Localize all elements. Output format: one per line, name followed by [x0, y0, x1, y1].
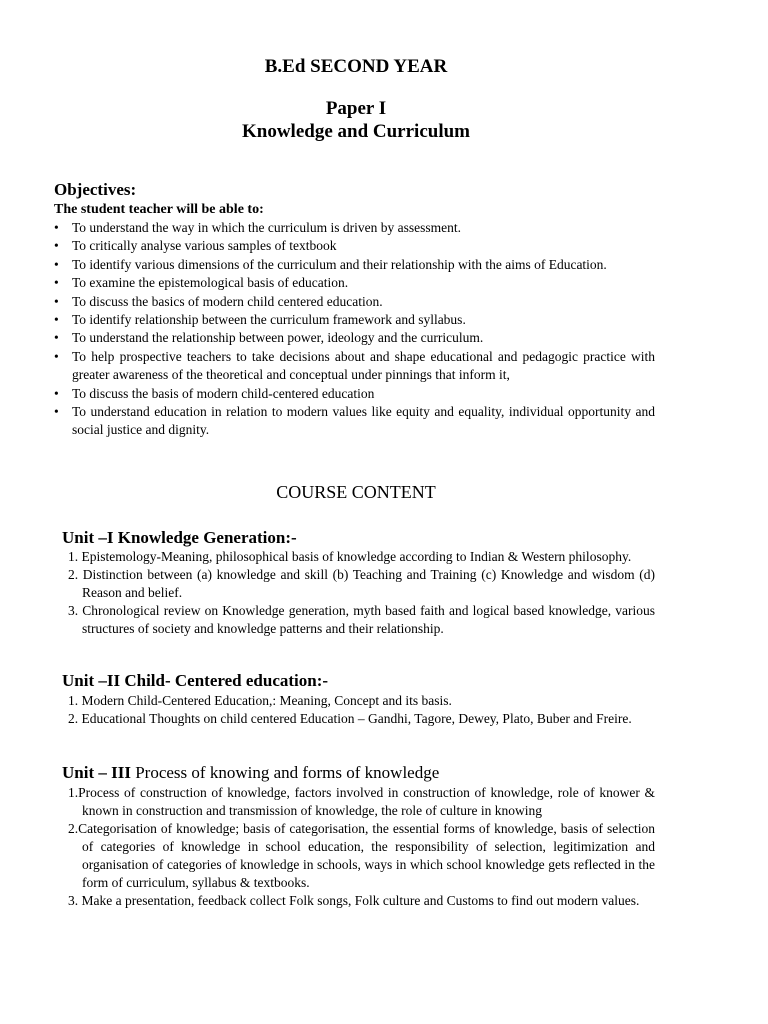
objective-item: • To discuss the basis of modern child-centered education [54, 385, 655, 403]
unit-item: 2. Educational Thoughts on child centered Education – Gandhi, Tagore, Dewey, Plato, Buber and Freire. [68, 711, 632, 726]
objective-item: • To discuss the basics of modern child centered education. [54, 293, 655, 311]
objectives-intro: The student teacher will be able to: [54, 202, 264, 217]
objectives-list [54, 219, 655, 440]
bullet-icon: • [54, 256, 59, 272]
unit-3-heading: Unit – III Process of knowing and forms of knowledge [62, 763, 440, 782]
unit-1-heading: Unit –I Knowledge Generation:- [62, 528, 297, 547]
objective-item: • To examine the epistemological basis of education. [54, 274, 655, 292]
bullet-icon: • [54, 293, 59, 309]
unit-2-list [62, 692, 655, 728]
objectives-heading: Objectives: [54, 180, 137, 199]
objective-item: • To help prospective teachers to take decisions about and shape educational and pedagogic practice with greater awareness of the theoretical and conceptual under pinnings that inform it, [54, 348, 655, 383]
objective-item: • To critically analyse various samples of textbook [54, 237, 655, 255]
bullet-icon: • [54, 238, 59, 254]
bullet-icon: • [54, 330, 59, 346]
unit-1-list [62, 548, 655, 638]
unit-2-heading: Unit –II Child- Centered education:- [62, 671, 329, 690]
course-content-heading: COURSE CONTENT [276, 482, 436, 502]
unit-item: 1. Modern Child-Centered Education,: Meaning, Concept and its basis. [68, 693, 452, 708]
unit-item: 2. Distinction between (a) knowledge and skill (b) Teaching and Training (c) Knowledge and wisdom (d) Reason and belief. [68, 567, 655, 600]
paper-title-heading: Knowledge and Curriculum [241, 121, 471, 142]
objective-item: • To understand the relationship between power, ideology and the curriculum. [54, 329, 655, 347]
bullet-icon: • [54, 385, 59, 401]
bullet-icon: • [54, 220, 59, 235]
course-year-heading: B.Ed SECOND YEAR [264, 56, 448, 77]
unit-item: 3. Make a presentation, feedback collect Folk songs, Folk culture and Customs to find out modern values. [68, 893, 640, 908]
objective-item: • To identify relationship between the curriculum framework and syllabus. [54, 311, 655, 329]
unit-item: 2.Categorisation of knowledge; basis of categorisation, the essential forms of knowledge, basis of selection of categories of knowledge in school education, the responsibility of selection, legitimization and organisation of categories of knowledge in schools, ways in which school knowledge gets reflected in the form of curriculum, syllabus & textbooks. [68, 821, 655, 890]
bullet-icon: • [54, 312, 59, 328]
unit-item: 3. Chronological review on Knowledge generation, myth based faith and logical based knowledge, various structures of society and knowledge patterns and their relationship. [68, 603, 655, 636]
objective-item: • To identify various dimensions of the curriculum and their relationship with the aims of Education. [54, 256, 655, 274]
paper-number-heading: Paper I [325, 98, 387, 119]
bullet-icon: • [54, 404, 59, 420]
unit-3-list [62, 784, 655, 910]
objective-item: • To understand the way in which the curriculum is driven by assessment. [54, 219, 655, 237]
bullet-icon: • [54, 348, 59, 364]
objective-item: • To understand education in relation to modern values like equity and equality, individual opportunity and social justice and dignity. [54, 404, 655, 438]
bullet-icon: • [54, 275, 59, 291]
unit-item: 1. Epistemology-Meaning, philosophical basis of knowledge according to Indian & Western philosophy. [68, 549, 632, 564]
unit-item: 1.Process of construction of knowledge, factors involved in construction of knowledge, role of knower & known in construction and transmission of knowledge, the role of culture in knowing [68, 785, 655, 818]
